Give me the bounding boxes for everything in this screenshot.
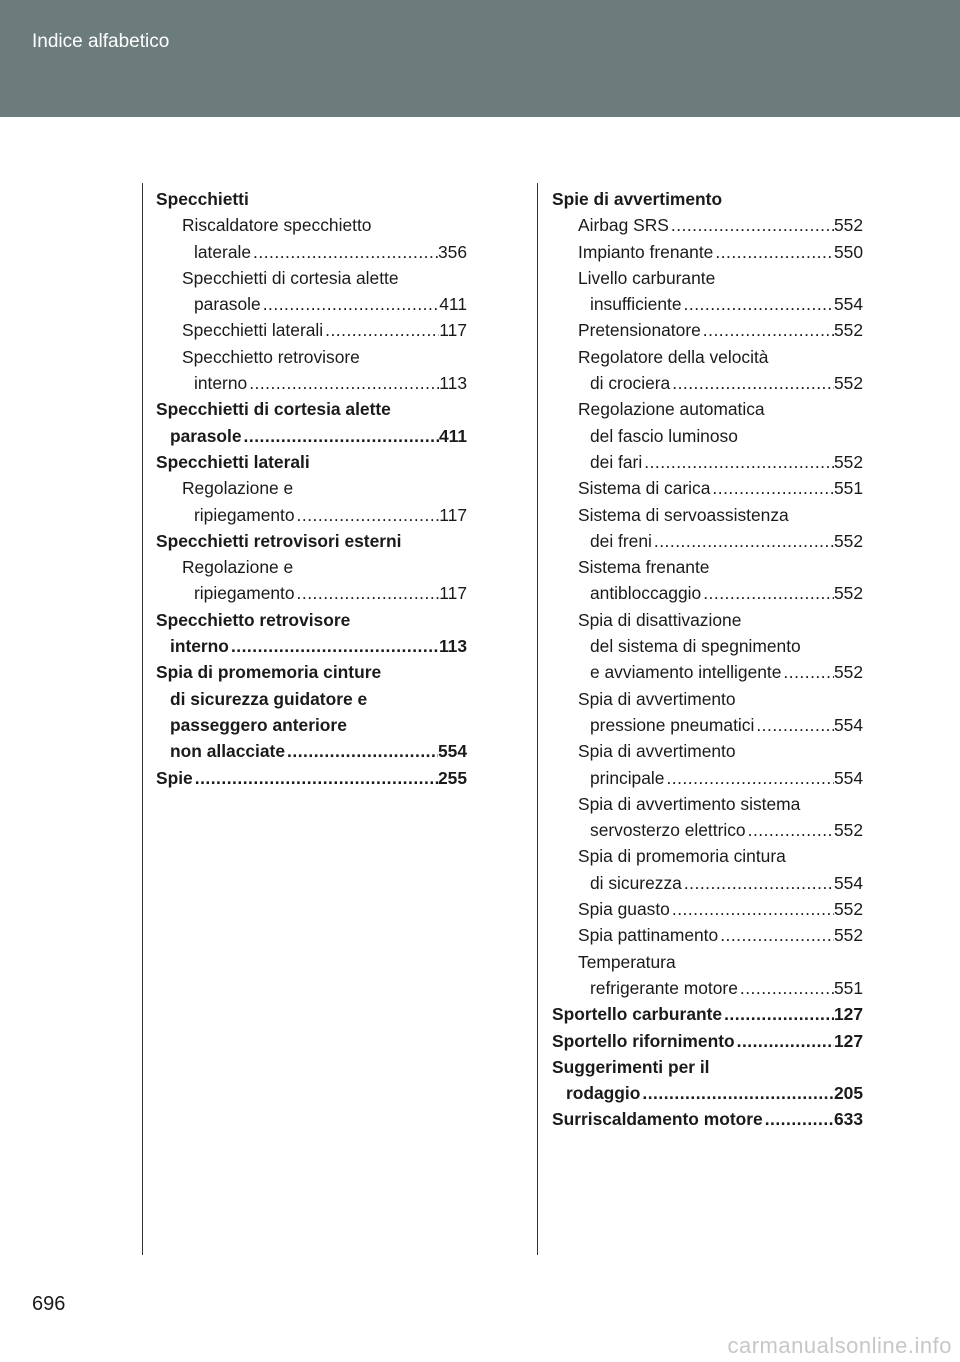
entry-text: Spia di avvertimento	[578, 688, 736, 709]
index-subentry	[156, 291, 467, 317]
index-subentry	[552, 502, 863, 528]
entry-text: non allacciate	[170, 741, 286, 762]
entry-text: Temperatura	[578, 951, 676, 972]
index-entry	[156, 686, 467, 712]
entry-text: del fascio luminoso	[590, 425, 738, 446]
page-reference: 552	[833, 530, 863, 551]
dot-leader	[682, 291, 834, 317]
entry-text: del sistema di spegnimento	[590, 636, 801, 657]
column-divider-left	[142, 183, 143, 1255]
entry-text: Specchietto retrovisore	[182, 346, 360, 367]
index-entry	[552, 1028, 863, 1054]
entry-text: passeggero anteriore	[170, 714, 347, 735]
entry-text: Surriscaldamento motore	[552, 1109, 763, 1130]
entry-text: Spia di avvertimento	[578, 741, 736, 762]
dot-leader	[701, 580, 834, 606]
entry-text: dei fari	[590, 451, 643, 472]
entry-text: di crociera	[590, 373, 671, 394]
index-subentry	[552, 791, 863, 817]
index-subentry	[156, 475, 467, 501]
dot-leader	[640, 1080, 834, 1106]
page-reference: 551	[833, 478, 863, 499]
entry-text: Pretensionatore	[578, 320, 701, 341]
entry-text: Spia di promemoria cintura	[578, 846, 786, 867]
page-reference: 554	[833, 294, 863, 315]
page-header-band	[0, 0, 960, 117]
dot-leader	[713, 239, 834, 265]
entry-text: Regolatore della velocità	[578, 346, 769, 367]
index-subentry	[552, 239, 863, 265]
index-subentry	[552, 291, 863, 317]
index-subentry	[552, 396, 863, 422]
index-entry	[156, 765, 467, 791]
page-reference: 205	[833, 1083, 863, 1104]
page-reference: 411	[438, 425, 467, 446]
page-reference: 552	[833, 215, 863, 236]
index-subentry	[156, 239, 467, 265]
dot-leader	[738, 975, 834, 1001]
entry-text: Spia di disattivazione	[578, 609, 742, 630]
entry-text: Regolazione e	[182, 478, 294, 499]
entry-text: Spia guasto	[578, 899, 670, 920]
entry-text: Specchietti di cortesia alette	[182, 267, 399, 288]
dot-leader	[295, 502, 440, 528]
entry-text: parasole	[170, 425, 242, 446]
section-title: Indice alfabetico	[32, 31, 170, 52]
entry-text: pressione pneumatici	[590, 714, 755, 735]
index-subentry	[156, 580, 467, 606]
entry-text: Sistema di servoassistenza	[578, 504, 789, 525]
dot-leader	[763, 1106, 834, 1132]
index-subentry	[552, 423, 863, 449]
index-entry	[156, 659, 467, 685]
entry-text: interno	[170, 636, 229, 657]
entry-text: rodaggio	[566, 1083, 641, 1104]
index-entry	[156, 607, 467, 633]
page-reference: 411	[439, 294, 467, 315]
page-reference: 552	[833, 925, 863, 946]
dot-leader	[261, 291, 440, 317]
entry-text: Impianto frenante	[578, 241, 714, 262]
page-reference: 127	[833, 1004, 863, 1025]
index-column-left	[156, 186, 467, 791]
index-subentry	[552, 475, 863, 501]
entry-text: Riscaldatore specchietto	[182, 215, 372, 236]
column-divider-right	[537, 183, 538, 1255]
index-entry	[552, 186, 863, 212]
dot-leader	[722, 1001, 834, 1027]
entry-text: Sportello rifornimento	[552, 1030, 735, 1051]
index-entry	[156, 528, 467, 554]
page-reference: 554	[437, 741, 467, 762]
index-entry	[156, 449, 467, 475]
entry-text: Regolazione automatica	[578, 399, 765, 420]
index-subentry	[552, 896, 863, 922]
page-reference: 551	[833, 977, 863, 998]
page-reference: 127	[833, 1030, 863, 1051]
page-reference: 552	[833, 373, 863, 394]
index-subentry	[552, 554, 863, 580]
index-entry	[552, 1054, 863, 1080]
index-subentry	[156, 370, 467, 396]
entry-text: e avviamento intelligente	[590, 662, 782, 683]
dot-leader	[229, 633, 439, 659]
entry-text: Sportello carburante	[552, 1004, 723, 1025]
index-subentry	[156, 212, 467, 238]
page-reference: 117	[439, 504, 467, 525]
index-subentry	[552, 870, 863, 896]
index-entry	[156, 186, 467, 212]
index-subentry	[552, 580, 863, 606]
index-subentry	[156, 317, 467, 343]
index-subentry	[552, 607, 863, 633]
page-reference: 554	[833, 714, 863, 735]
index-subentry	[552, 317, 863, 343]
dot-leader	[323, 317, 439, 343]
dot-leader	[735, 1028, 834, 1054]
entry-text: Airbag SRS	[578, 215, 669, 236]
dot-leader	[193, 765, 438, 791]
page-reference: 552	[833, 899, 863, 920]
index-subentry	[552, 765, 863, 791]
index-subentry	[552, 659, 863, 685]
entry-text: Regolazione e	[182, 557, 294, 578]
index-entry	[552, 1106, 863, 1132]
page-reference: 554	[833, 767, 863, 788]
page-reference: 552	[833, 320, 863, 341]
index-subentry	[552, 949, 863, 975]
dot-leader	[247, 370, 439, 396]
entry-text: ripiegamento	[194, 583, 295, 604]
dot-leader	[652, 528, 834, 554]
dot-leader	[682, 870, 834, 896]
entry-text: Spia di promemoria cinture	[156, 662, 382, 683]
page-reference: 633	[833, 1109, 863, 1130]
entry-text: Specchietti laterali	[156, 451, 310, 472]
index-entry	[156, 738, 467, 764]
index-subentry	[552, 686, 863, 712]
dot-leader	[664, 765, 834, 791]
index-entry	[156, 396, 467, 422]
entry-text: principale	[590, 767, 665, 788]
dot-leader	[285, 738, 438, 764]
index-entry	[552, 1080, 863, 1106]
page-reference: 117	[439, 583, 467, 604]
entry-text: di sicurezza guidatore e	[170, 688, 368, 709]
watermark: carmanualsonline.info	[727, 1333, 952, 1358]
entry-text: antibloccaggio	[590, 583, 702, 604]
index-subentry	[552, 843, 863, 869]
entry-text: Sistema di carica	[578, 478, 711, 499]
entry-text: parasole	[194, 294, 261, 315]
entry-text: ripiegamento	[194, 504, 295, 525]
entry-text: Sistema frenante	[578, 557, 710, 578]
entry-text: Specchietto retrovisore	[156, 609, 351, 630]
index-subentry	[552, 817, 863, 843]
index-subentry	[552, 449, 863, 475]
index-subentry	[156, 502, 467, 528]
entry-text: servosterzo elettrico	[590, 820, 746, 841]
entry-text: Livello carburante	[578, 267, 716, 288]
dot-leader	[701, 317, 834, 343]
index-entry	[156, 423, 467, 449]
index-subentry	[552, 528, 863, 554]
page-reference: 554	[833, 872, 863, 893]
dot-leader	[669, 212, 834, 238]
page-reference: 550	[833, 241, 863, 262]
index-entry	[552, 1001, 863, 1027]
index-subentry	[156, 265, 467, 291]
entry-text: Spia pattinamento	[578, 925, 719, 946]
dot-leader	[670, 896, 834, 922]
index-subentry	[552, 975, 863, 1001]
dot-leader	[746, 817, 834, 843]
entry-text: Specchietti	[156, 189, 249, 209]
index-entry	[156, 712, 467, 738]
dot-leader	[295, 580, 440, 606]
index-subentry	[552, 922, 863, 948]
page-reference: 552	[833, 451, 863, 472]
entry-text: laterale	[194, 241, 252, 262]
index-subentry	[552, 212, 863, 238]
index-subentry	[552, 712, 863, 738]
page-reference: 255	[437, 767, 467, 788]
entry-text: insufficiente	[590, 294, 682, 315]
entry-text: Suggerimenti per il	[552, 1056, 710, 1077]
page-reference: 552	[833, 662, 863, 683]
page-reference: 552	[833, 583, 863, 604]
entry-text: dei freni	[590, 530, 652, 551]
entry-text: refrigerante motore	[590, 977, 738, 998]
index-entry	[156, 633, 467, 659]
index-subentry	[552, 738, 863, 764]
dot-leader	[718, 922, 834, 948]
dot-leader	[781, 659, 834, 685]
dot-leader	[242, 423, 439, 449]
index-subentry	[156, 344, 467, 370]
entry-text: di sicurezza	[590, 872, 682, 893]
index-subentry	[552, 370, 863, 396]
index-subentry	[552, 344, 863, 370]
index-subentry	[552, 265, 863, 291]
dot-leader	[670, 370, 834, 396]
entry-text: Specchietti retrovisori esterni	[156, 530, 402, 551]
page-number: 696	[32, 1293, 66, 1315]
dot-leader	[251, 239, 438, 265]
page-reference: 117	[439, 320, 467, 341]
dot-leader	[710, 475, 834, 501]
entry-text: Spia di avvertimento sistema	[578, 793, 801, 814]
page-reference: 113	[439, 373, 467, 394]
entry-text: Spie di avvertimento	[552, 189, 723, 209]
page-reference: 552	[833, 820, 863, 841]
entry-text: interno	[194, 373, 248, 394]
index-subentry	[156, 554, 467, 580]
index-column-right	[552, 186, 863, 1133]
entry-text: Specchietti di cortesia alette	[156, 399, 391, 420]
dot-leader	[754, 712, 834, 738]
dot-leader	[642, 449, 834, 475]
entry-text: Specchietti laterali	[182, 320, 324, 341]
page-reference: 356	[437, 241, 467, 262]
entry-text: Spie	[156, 767, 193, 788]
page-reference: 113	[438, 636, 467, 657]
index-subentry	[552, 633, 863, 659]
